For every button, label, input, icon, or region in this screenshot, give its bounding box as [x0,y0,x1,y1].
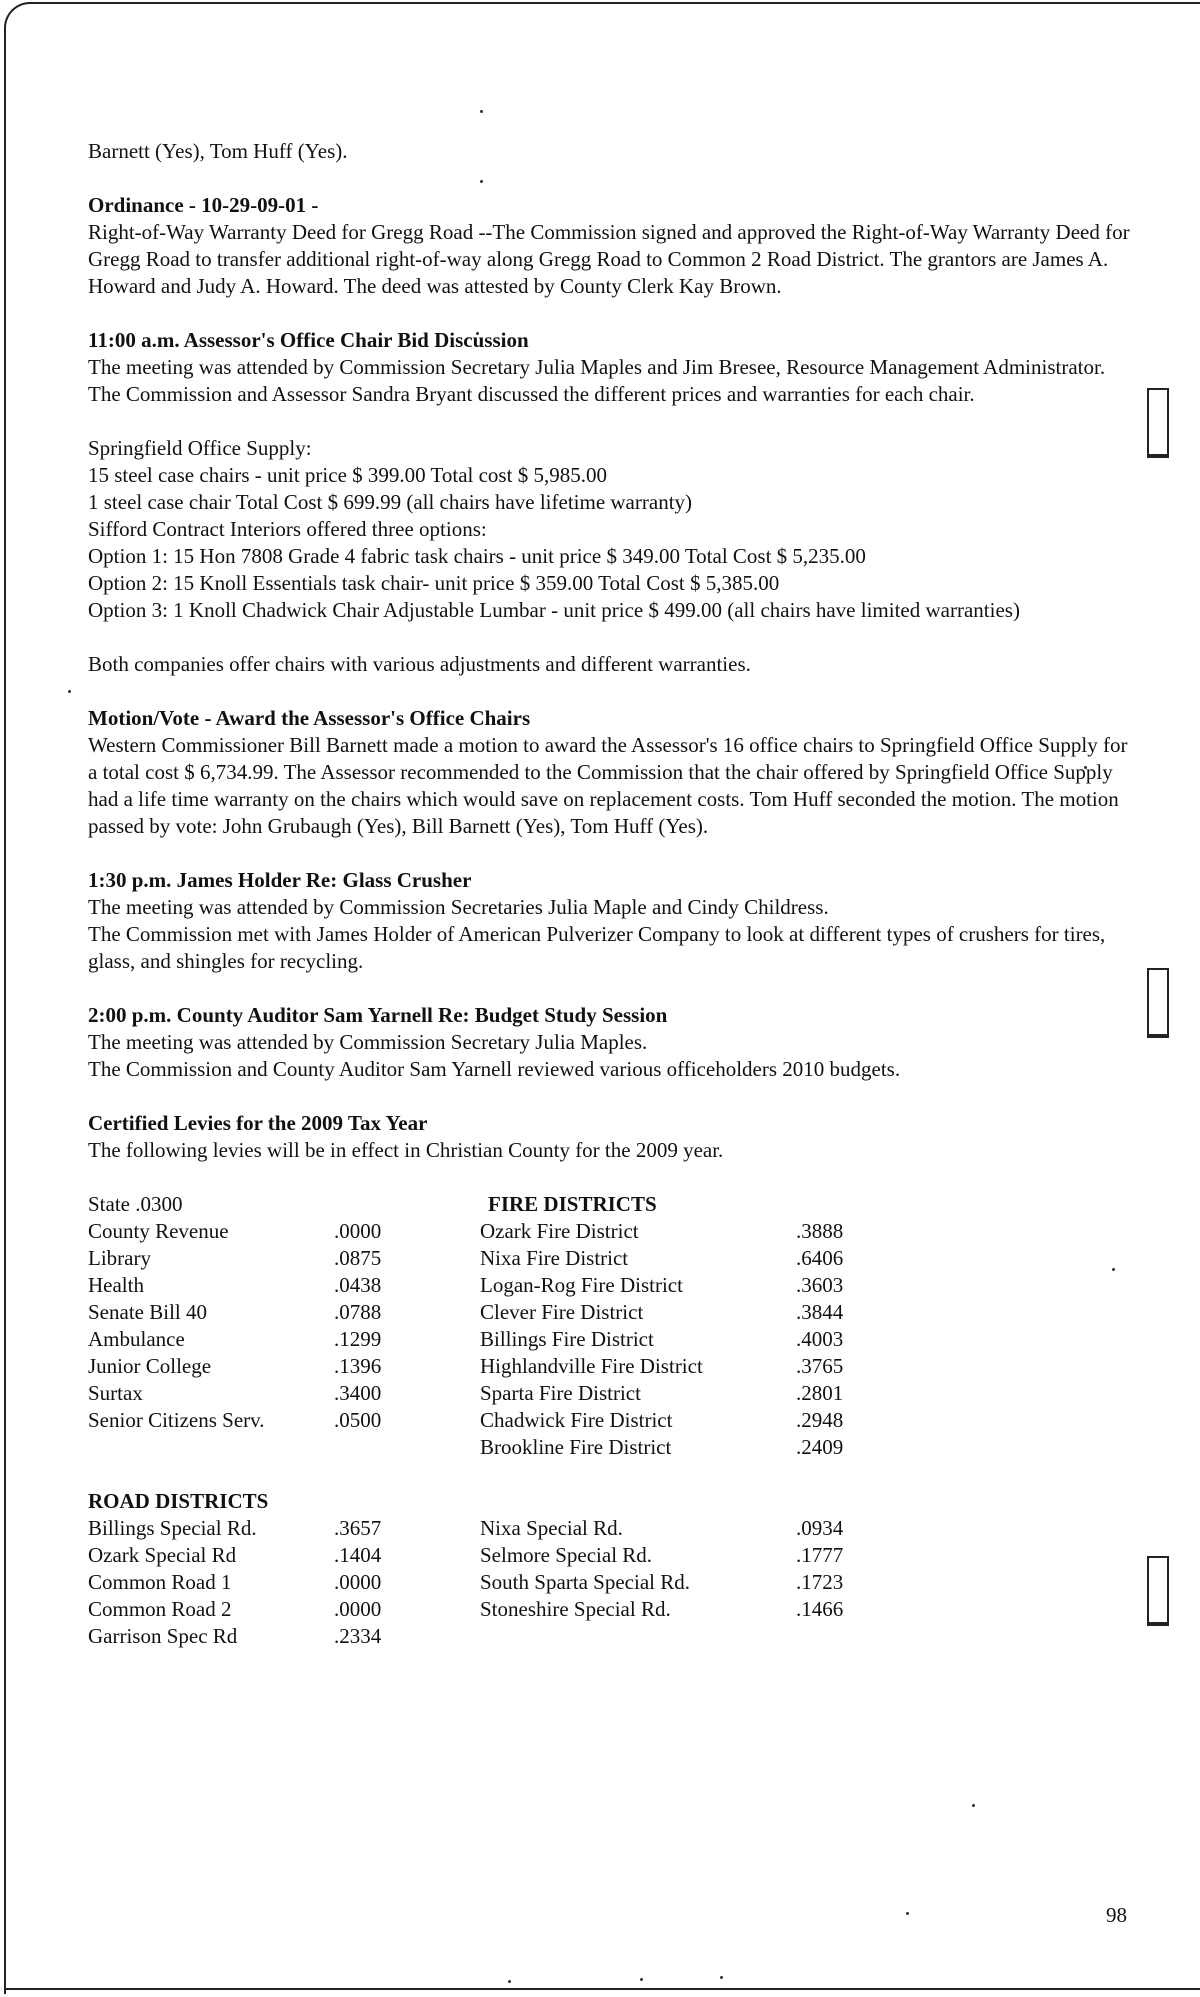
road-name-2: South Sparta Special Rd. [480,1570,690,1594]
fire-district-value: .6406 [796,1246,844,1270]
levy-value: .1299 [334,1327,382,1351]
levies-table [88,1191,1138,1461]
levies-header-row [88,1191,1138,1218]
bid-line: Option 3: 1 Knoll Chadwick Chair Adjustable Lumbar - unit price $ 499.00 (all chairs have limited warranties) [88,598,1020,622]
levy-name: Senate Bill 40 [88,1300,207,1324]
scan-speck [906,1912,909,1915]
fire-district-value: .4003 [796,1327,844,1351]
road-value-2: .1466 [796,1597,844,1621]
fire-district-name: Ozark Fire District [480,1219,639,1243]
bid-line: Springfield Office Supply: [88,436,312,460]
fire-district-value: .2948 [796,1408,844,1432]
road-value: .2334 [334,1624,382,1648]
levy-name: Ambulance [88,1327,185,1351]
road-row [88,1569,1138,1596]
levy-row [88,1245,1138,1272]
fire-district-value: .3603 [796,1273,844,1297]
levy-value: .0875 [334,1246,382,1270]
bid-line: 1 steel case chair Total Cost $ 699.99 (all chairs have lifetime warranty) [88,490,693,514]
fire-district-name: Sparta Fire District [480,1381,641,1405]
motion-heading: Motion/Vote - Award the Assessor's Office Chairs [88,706,531,730]
road-value: .0000 [334,1597,382,1621]
levy-value [334,1434,480,1461]
levy-row [88,1272,1138,1299]
budget-attended: The meeting was attended by Commission Secretary Julia Maples. [88,1030,648,1054]
chair-bid-heading: 11:00 a.m. Assessor's Office Chair Bid Discussion [88,328,529,352]
road-row [88,1596,1138,1623]
road-value-2 [796,1623,896,1650]
road-name-2 [480,1623,796,1650]
levy-row [88,1380,1138,1407]
levy-name: Surtax [88,1381,143,1405]
levy-value: .1396 [334,1354,382,1378]
road-row [88,1542,1138,1569]
scan-speck [508,1980,511,1983]
levy-name: Junior College [88,1354,212,1378]
levy-row [88,1353,1138,1380]
fire-district-value: .3844 [796,1300,844,1324]
levy-value: .0788 [334,1300,382,1324]
fire-district-value: .3765 [796,1354,844,1378]
levy-value: .0000 [334,1219,382,1243]
road-name: Billings Special Rd. [88,1516,257,1540]
fire-district-name: Nixa Fire District [480,1246,629,1270]
document-body [88,138,1138,1650]
page-bottom-edge [6,1988,1200,1990]
scan-speck [480,110,483,113]
levy-row [88,1218,1138,1245]
levy-value: .0500 [334,1408,382,1432]
fire-district-name: Brookline Fire District [480,1435,672,1459]
scan-speck [640,1978,643,1981]
levy-name: Health [88,1273,144,1297]
road-name-2: Stoneshire Special Rd. [480,1597,671,1621]
glass-heading: 1:30 p.m. James Holder Re: Glass Crusher [88,868,472,892]
fire-district-name: Clever Fire District [480,1300,644,1324]
road-value: .1404 [334,1543,382,1567]
ordinance-body: Right-of-Way Warranty Deed for Gregg Road --The Commission signed and approved the Right-of-Way Warranty Deed for Gregg Road to transfer additional right-of-way along Gregg Road to Common 2 Road District. The grantors are James A. Howard and Judy A. Howard. The deed was attested by County Clerk Kay Brown. [88,220,1130,298]
fire-district-value: .2409 [796,1435,844,1459]
glass-body: The Commission met with James Holder of American Pulverizer Company to look at different types of crushers for tires, glass, and shingles for recycling. [88,922,1106,973]
road-value: .0000 [334,1570,382,1594]
scan-speck [68,690,71,693]
road-row [88,1515,1138,1542]
road-value: .3657 [334,1516,382,1540]
levy-row [88,1434,1138,1461]
margin-bracket-mark [1147,388,1169,458]
scan-speck [972,1804,975,1807]
fire-district-name: Logan-Rog Fire District [480,1273,683,1297]
intro-line: Barnett (Yes), Tom Huff (Yes). [88,139,348,163]
state-levy: State .0300 [88,1192,183,1216]
road-name: Garrison Spec Rd [88,1624,238,1648]
bid-line: Sifford Contract Interiors offered three options: [88,517,487,541]
bid-line: Option 1: 15 Hon 7808 Grade 4 fabric task chairs - unit price $ 349.00 Total Cost $ 5,235.00 [88,544,866,568]
fire-districts-heading: FIRE DISTRICTS [488,1192,657,1216]
road-name: Common Road 1 [88,1570,232,1594]
bid-line: 15 steel case chairs - unit price $ 399.00 Total cost $ 5,985.00 [88,463,607,487]
road-name: Common Road 2 [88,1597,232,1621]
scan-speck [720,1976,723,1979]
levy-row [88,1326,1138,1353]
levy-name: Senior Citizens Serv. [88,1408,265,1432]
levy-row [88,1299,1138,1326]
levy-name: Library [88,1246,151,1270]
road-name-2: Selmore Special Rd. [480,1543,653,1567]
levies-intro: The following levies will be in effect in Christian County for the 2009 year. [88,1138,724,1162]
road-value-2: .0934 [796,1516,844,1540]
budget-heading: 2:00 p.m. County Auditor Sam Yarnell Re: Budget Study Session [88,1003,668,1027]
road-row [88,1623,1138,1650]
motion-body: Western Commissioner Bill Barnett made a motion to award the Assessor's 16 office chairs to Springfield Office Supply for a total cost $ 6,734.99. The Assessor recommended to the Commission that the chair offered by Springfield Office Supply had a life time warranty on the chairs which would save on replacement costs. Tom Huff seconded the motion. The motion passed by vote: John Grubaugh (Yes), Bill Barnett (Yes), Tom Huff (Yes). [88,733,1128,838]
fire-district-name: Billings Fire District [480,1327,654,1351]
levy-row [88,1407,1138,1434]
chair-bid-discussed: The Commission and Assessor Sandra Bryant discussed the different prices and warranties for each chair. [88,382,975,406]
chair-bid-attended: The meeting was attended by Commission Secretary Julia Maples and Jim Bresee, Resource Management Administrator. [88,355,1106,379]
road-districts-heading: ROAD DISTRICTS [88,1489,269,1513]
budget-body: The Commission and County Auditor Sam Yarnell reviewed various officeholders 2010 budgets. [88,1057,901,1081]
glass-attended: The meeting was attended by Commission Secretaries Julia Maple and Cindy Childress. [88,895,829,919]
ordinance-heading: Ordinance - 10-29-09-01 - [88,193,319,217]
levies-heading: Certified Levies for the 2009 Tax Year [88,1111,428,1135]
fire-district-value: .2801 [796,1381,844,1405]
road-value-2: .1723 [796,1570,844,1594]
margin-bracket-mark [1147,1556,1169,1626]
fire-district-name: Chadwick Fire District [480,1408,673,1432]
levy-name [88,1434,334,1461]
road-name: Ozark Special Rd [88,1543,237,1567]
road-name-2: Nixa Special Rd. [480,1516,623,1540]
road-districts-table [88,1488,1138,1650]
margin-bracket-mark [1147,968,1169,1038]
bid-line: Option 2: 15 Knoll Essentials task chair- unit price $ 359.00 Total Cost $ 5,385.00 [88,571,780,595]
road-value-2: .1777 [796,1543,844,1567]
fire-district-value: .3888 [796,1219,844,1243]
bids-summary: Both companies offer chairs with various adjustments and different warranties. [88,652,751,676]
levy-name: County Revenue [88,1219,229,1243]
levy-value: .3400 [334,1381,382,1405]
levy-value: .0438 [334,1273,382,1297]
fire-district-name: Highlandville Fire District [480,1354,703,1378]
page-number: 98 [1106,1903,1127,1927]
